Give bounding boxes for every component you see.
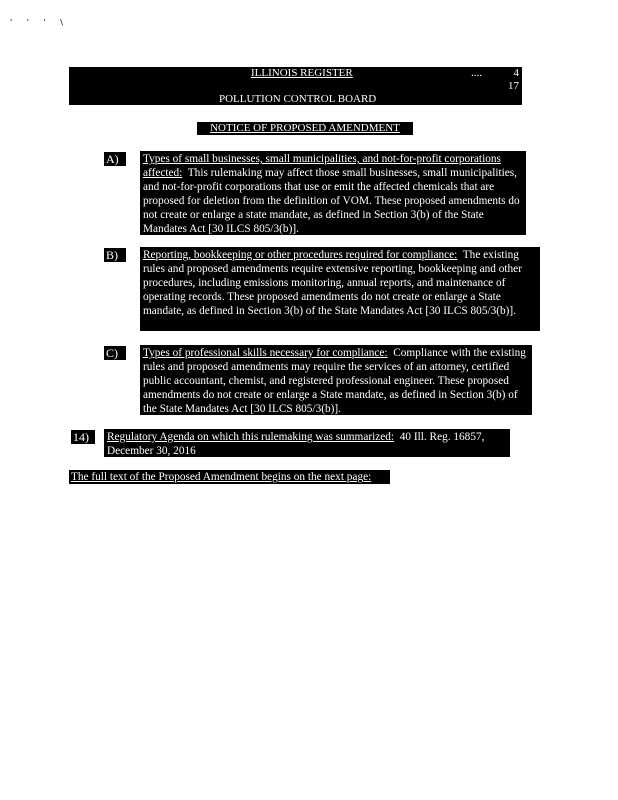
- issue-number: 17: [508, 80, 519, 92]
- item-a-paragraph: [140, 151, 526, 235]
- item-a-body: This rulemaking may affect those small businesses, small municipalities, and not-for-profit corporations that use or emit the affected chemicals that are proposed for deletion from the definition of VOM. These proposed amendments do not create or enlarge a state mandate, as defined in Section 3(b) of the State Mandates Act [30 ILCS 805/3(b)].: [143, 167, 520, 236]
- board-name: POLLUTION CONTROL BOARD: [219, 93, 377, 105]
- page-number: 4: [513, 67, 519, 79]
- item-a-heading: Types of small businesses, small municipalities, and not-for-profit corporations affected:: [143, 153, 501, 180]
- item-b-heading: Reporting, bookkeeping or other procedures required for compliance:: [143, 249, 458, 261]
- section-14-paragraph: [104, 429, 510, 457]
- item-b-paragraph: [140, 247, 540, 331]
- item-b-body: The existing rules and proposed amendments require extensive reporting, bookkeeping and other procedures, including emissions monitoring, annual reports, and maintenance of operating records. These proposed amendments do not create or enlarge a State mandate, as defined in Section 3(b) of the State Mandates Act [30 ILCS 805/3(b)].: [143, 249, 522, 318]
- item-c-heading: Types of professional skills necessary for compliance:: [143, 347, 388, 359]
- notice-title: NOTICE OF PROPOSED AMENDMENT: [197, 122, 413, 135]
- page-header: [69, 67, 522, 105]
- section-14-label: 14): [71, 430, 95, 444]
- section-14-heading: Regulatory Agenda on which this rulemaking was summarized:: [107, 431, 395, 443]
- header-leader: ....: [471, 67, 482, 79]
- item-c-paragraph: [140, 345, 532, 415]
- register-title: ILLINOIS REGISTER: [251, 67, 353, 79]
- section-14-body: 40 Ill. Reg. 16857, December 30, 2016: [107, 431, 485, 458]
- item-c-body: Compliance with the existing rules and proposed amendments may require the services of an attorney, certified public accountant, chemist, and registered professional engineer. These proposed amendments do not create or enlarge a State mandate, as defined in Section 3(b) of the State Mandates Act [30 ILCS 805/3(b)].: [143, 347, 526, 416]
- item-b-label: B): [104, 248, 126, 262]
- scan-mark: ' ' ' \: [10, 18, 69, 27]
- item-a-label: A): [104, 152, 126, 166]
- item-c-label: C): [104, 346, 126, 360]
- full-text-note: The full text of the Proposed Amendment begins on the next page:: [69, 470, 390, 484]
